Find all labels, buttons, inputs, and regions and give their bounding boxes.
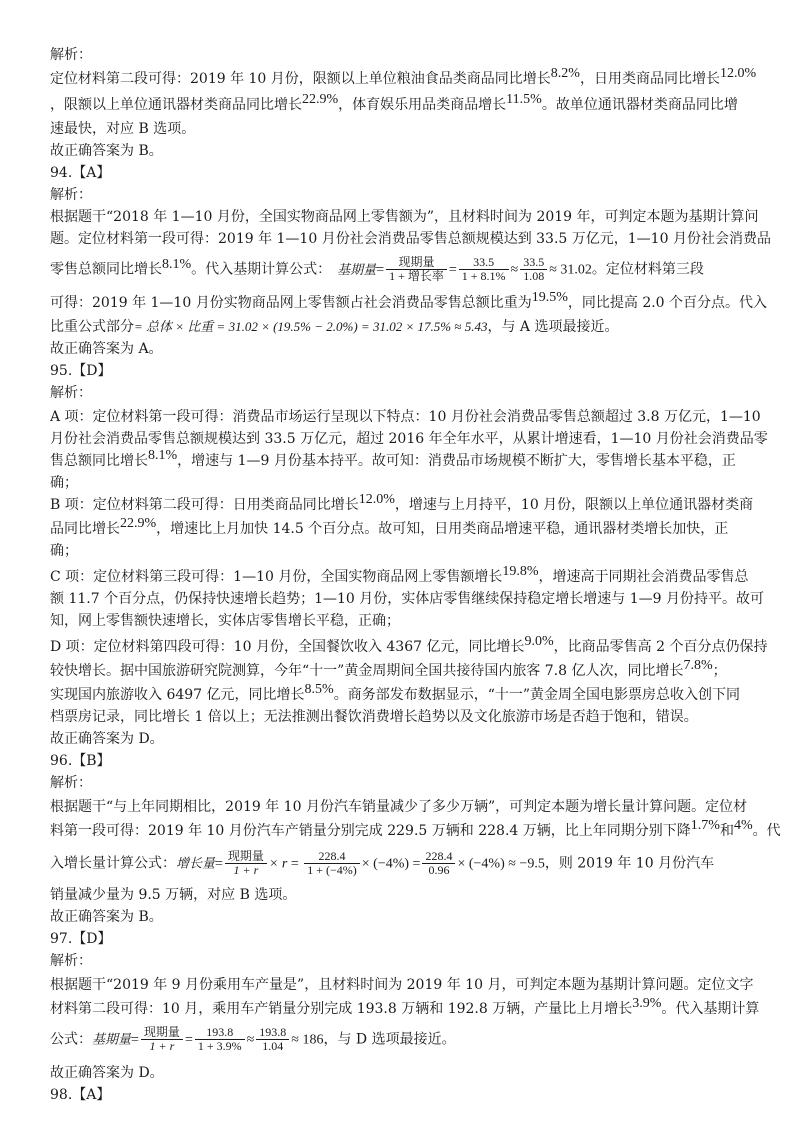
frac-num: 228.4 <box>304 850 360 864</box>
math: 3.9% <box>632 996 662 1011</box>
text-line <box>50 290 768 315</box>
text: 故正确答案为 A。 <box>50 341 163 357</box>
text: 94.【A】 <box>50 165 111 181</box>
math: 1.7% <box>690 818 720 833</box>
math: × r <box>268 856 288 872</box>
text-line <box>50 118 752 140</box>
text-line <box>50 428 768 450</box>
text-line <box>50 518 752 541</box>
text: 可得：2019 年 1—10 月份实物商品网上零售额占社会消费品零售总额比重为 <box>50 295 532 311</box>
text: 故正确答案为 D。 <box>50 1065 164 1081</box>
math: ≈ 186 <box>291 1032 324 1048</box>
text: ，体育娱乐用品类商品增长 <box>338 97 507 113</box>
math: = 总体 × 比重 = 31.02 × (19.5% − 2.0%) = 31.02 × 17.5% ≈ 5.43 <box>134 319 488 334</box>
math: ≈ <box>510 262 519 278</box>
text-line <box>50 610 752 632</box>
text: 故正确答案为 D。 <box>50 731 164 747</box>
frac-den: 1 + r <box>149 1039 175 1053</box>
fraction <box>422 850 455 877</box>
frac-num: 228.4 <box>422 850 455 864</box>
text-line <box>50 540 752 562</box>
text: 公式： <box>50 1031 92 1048</box>
math: 增长量 <box>176 855 216 871</box>
question-number <box>50 162 752 184</box>
frac-num: 现期量 <box>225 850 267 864</box>
text: 材料第二段可得：10 月，乘用车产销量分别完成 193.8 万辆和 192.8 万辆，产量比上月增长 <box>50 1001 633 1017</box>
math: 8.2% <box>550 66 580 81</box>
text: ，限额以上单位通讯器材类商品同比增长 <box>50 97 302 113</box>
text: 料第一段可得：2019 年 10 月份汽车产销量分别完成 229.5 万辆和 228.4 万辆，比上年同期分别下降 <box>50 823 691 839</box>
frac-den: 1 + 增长率 <box>389 269 444 283</box>
fraction <box>520 256 547 283</box>
math: 基期量 <box>92 1031 132 1047</box>
text: 解析： <box>50 385 92 401</box>
text-line <box>50 94 752 117</box>
text-line <box>50 450 752 473</box>
text-line <box>50 472 752 494</box>
frac-den: 1 + 3.9% <box>197 1039 242 1053</box>
fraction <box>225 850 267 877</box>
text-line <box>50 1062 752 1084</box>
text: ，日用类商品同比增长 <box>579 71 720 87</box>
text: 额 11.7 个百分点，仍保持快速增长趋势；1—10 月份，实体店零售继续保持稳定增长增速与 1—9 月份持平。故可 <box>50 591 764 607</box>
math: 19.5% <box>531 290 568 305</box>
text: 根据题干“与上年同期相比，2019 年 10 月份汽车销量减少了多少万辆”，可判定本题为增长量计算问题。定位材 <box>50 799 748 815</box>
math: 基期量 <box>337 261 377 277</box>
text: ，比商品零售高 2 个百分点仍保持 <box>553 639 768 655</box>
frac-num: 33.5 <box>520 256 547 270</box>
text: 。代入基期计算公式： <box>191 261 332 278</box>
text: 解析： <box>50 953 92 969</box>
text: 故正确答案为 B。 <box>50 909 163 925</box>
frac-den: 0.96 <box>428 863 450 877</box>
text: 品同比增长 <box>50 521 120 537</box>
formula-line: 入增长量计算公式：增长量= $\frac{\text{现期量}}{1 + r}$ × r = $\frac{228.4}{1 + (-4\%)}$ × (−4%) = $\frac{228.4}{0.96}$ × (−4%) ≈ −9.5，则 2019 年 10 月份汽车 <box>50 849 715 877</box>
text-line <box>50 818 781 843</box>
frac-den: 1.08 <box>523 269 545 283</box>
frac-den: 1 + 8.1% <box>461 269 506 283</box>
text-line <box>50 884 752 906</box>
text-line <box>50 382 752 404</box>
text: 定位材料第二段可得：2019 年 10 月份，限额以上单位粮油食品类商品同比增长 <box>50 71 551 87</box>
frac-num: 现期量 <box>141 1026 183 1040</box>
frac-num: 193.8 <box>256 1026 289 1040</box>
text: ，与 D 选项最接近。 <box>323 1031 456 1048</box>
text: A 项：定位材料第一段可得：消费品市场运行呈现以下特点：10 月份社会消费品零售总额超过 3.8 万亿元，1—10 <box>50 409 761 425</box>
math: × (−4%) = <box>361 856 421 872</box>
text-line <box>50 772 752 794</box>
math: 19.8% <box>502 564 539 579</box>
text: 。故单位通讯器材类商品同比增 <box>541 97 738 113</box>
math: 8.5% <box>304 682 334 697</box>
text: 根据题干“2019 年 9 月份乘用车产量是”，且材料时间为 2019 年 10 月，可判定本题为基期计算问题。定位文字 <box>50 977 754 993</box>
math: × (−4%) ≈ −9.5 <box>457 856 545 872</box>
text: 和 <box>719 823 734 839</box>
math: = <box>376 262 385 278</box>
text-line <box>50 206 759 228</box>
text: C 项：定位材料第三段可得：1—10 月份，全国实物商品网上零售额增长 <box>50 569 503 585</box>
fraction <box>195 1026 245 1053</box>
formula-line: 零售总额同比增长8.1%。代入基期计算公式： 基期量= $\frac{\text{现期量}}{\text{1 + 增长率}}$ = $\frac{33.5}{1 + 8.1\%}$ ≈ $\frac{33.5}{1.08}$ ≈ 31.02。定位材料第三段 <box>50 255 704 283</box>
text-line <box>50 660 752 683</box>
text: D 项：定位材料第四段可得：10 月份，全国餐饮收入 4367 亿元，同比增长 <box>50 639 525 655</box>
math: 22.9% <box>302 92 339 107</box>
text: 销量减少量为 9.5 万辆，对应 B 选项。 <box>50 887 297 903</box>
question-number <box>50 750 752 772</box>
text-line <box>50 44 752 66</box>
text: 速最快，对应 B 选项。 <box>50 121 196 137</box>
text: 95.【D】 <box>50 363 112 379</box>
text: ，与 A 选项最接近。 <box>487 319 619 335</box>
text: ，增速与上月持平，10 月份，限额以上单位通讯器材类商 <box>394 497 754 513</box>
text: 售总额同比增长 <box>50 453 148 469</box>
text: 月份社会消费品零售总额规模达到 33.5 万亿元，超过 2016 年全年水平，从累计增速看，1—10 月份社会消费品零 <box>50 431 768 447</box>
text-line <box>50 706 752 728</box>
label-jiexi: 解析： <box>50 47 92 63</box>
text: 故正确答案为 B。 <box>50 143 163 159</box>
question-number <box>50 928 752 950</box>
math: 8.1% <box>148 448 178 463</box>
text: 档票房记录，同比增长 1 倍以上；无法推测出餐饮消费增长趋势以及文化旅游市场是否趋于饱和，错误。 <box>50 709 698 725</box>
text-line <box>50 316 752 338</box>
text: 实现国内旅游收入 6497 亿元，同比增长 <box>50 687 305 703</box>
text: 97.【D】 <box>50 931 112 947</box>
text: ，则 2019 年 10 月份汽车 <box>544 855 715 872</box>
text: 入增长量计算公式： <box>50 855 176 872</box>
text-line <box>50 996 760 1021</box>
text: B 项：定位材料第二段可得：日用类商品同比增长 <box>50 497 359 513</box>
text-line <box>50 588 764 610</box>
frac-den: 1 + r <box>233 863 259 877</box>
math: 8.1% <box>162 256 192 272</box>
text: 。定位材料第三段 <box>591 261 704 278</box>
text: 。代 <box>752 823 781 839</box>
formula-line: 公式：基期量= $\frac{\text{现期量}}{1 + r}$ = $\frac{193.8}{1 + 3.9\%}$ ≈ $\frac{193.8}{1.04}$ ≈ 186，与 D 选项最接近。 <box>50 1025 456 1053</box>
text-line <box>50 494 752 517</box>
text: ，增速与 1—9 月份基本持平。故可知：消费品市场规模不断扩大，零售增长基本平稳，正 <box>177 453 736 469</box>
math: 7.8% <box>683 658 713 673</box>
text-line <box>50 634 768 659</box>
text: 比重公式部分 <box>50 319 134 335</box>
text-line <box>50 906 752 928</box>
frac-num: 现期量 <box>386 256 447 270</box>
frac-den: 1 + (−4%) <box>307 863 357 877</box>
text: ，同比提高 2.0 个百分点。代入 <box>567 295 768 311</box>
text: 知，网上零售额快速增长，实体店零售增长平稳，正确； <box>50 613 400 629</box>
math: ≈ 31.02 <box>549 262 592 278</box>
text: 解析： <box>50 187 92 203</box>
frac-den: 1.04 <box>262 1039 284 1053</box>
text-line <box>50 974 752 996</box>
fraction <box>141 1026 183 1053</box>
text-line <box>50 950 752 972</box>
frac-num: 33.5 <box>459 256 509 270</box>
question-number <box>50 1084 752 1106</box>
text: 确； <box>50 475 78 491</box>
text-line <box>50 338 752 360</box>
text-line <box>50 406 761 428</box>
text-line <box>50 66 757 91</box>
math: 22.9% <box>120 516 157 531</box>
math: 11.5% <box>506 92 542 107</box>
text: 。代入基期计算 <box>661 1001 760 1017</box>
fraction <box>386 256 447 283</box>
math: 12.0% <box>358 492 395 507</box>
question-number <box>50 360 752 382</box>
text: 96.【B】 <box>50 753 111 769</box>
frac-num: 193.8 <box>195 1026 245 1040</box>
text: 解析： <box>50 775 92 791</box>
fraction <box>256 1026 289 1053</box>
math: 12.0% <box>719 66 757 81</box>
text: 零售总额同比增长 <box>50 261 162 278</box>
text: 根据题干“2018 年 1—10 月份，全国实物商品网上零售额为”，且材料时间为 2019 年，可判定本题为基期计算问 <box>50 209 759 225</box>
text-line <box>50 796 752 818</box>
text-line <box>50 566 752 589</box>
text-line <box>50 228 771 250</box>
text: 较快增长。据中国旅游研究院测算，今年“十一”黄金周期间全国共接待国内旅客 7.8 亿人次，同比增长 <box>50 663 684 679</box>
text-line <box>50 140 752 162</box>
fraction <box>459 256 509 283</box>
text: 题。定位材料第一段可得：2019 年 1—10 月份社会消费品零售总额规模达到 33.5 万亿元，1—10 月份社会消费品 <box>50 231 771 247</box>
text: ； <box>712 663 727 679</box>
text: 。商务部发布数据显示，“十一”黄金周全国电影票房总收入创下同 <box>333 687 741 703</box>
math: 4% <box>733 818 753 833</box>
text-line <box>50 184 752 206</box>
text-line <box>50 684 752 707</box>
text: 确； <box>50 543 78 559</box>
text: ，增速高于同期社会消费品零售总 <box>538 569 749 585</box>
text: ，增速比上月加快 14.5 个百分点。故可知，日用类商品增速平稳，通讯器材类增长加快，正 <box>156 521 729 537</box>
math: 9.0% <box>524 634 554 649</box>
fraction <box>304 850 360 877</box>
text: 98.【A】 <box>50 1087 111 1103</box>
text-line <box>50 728 752 750</box>
